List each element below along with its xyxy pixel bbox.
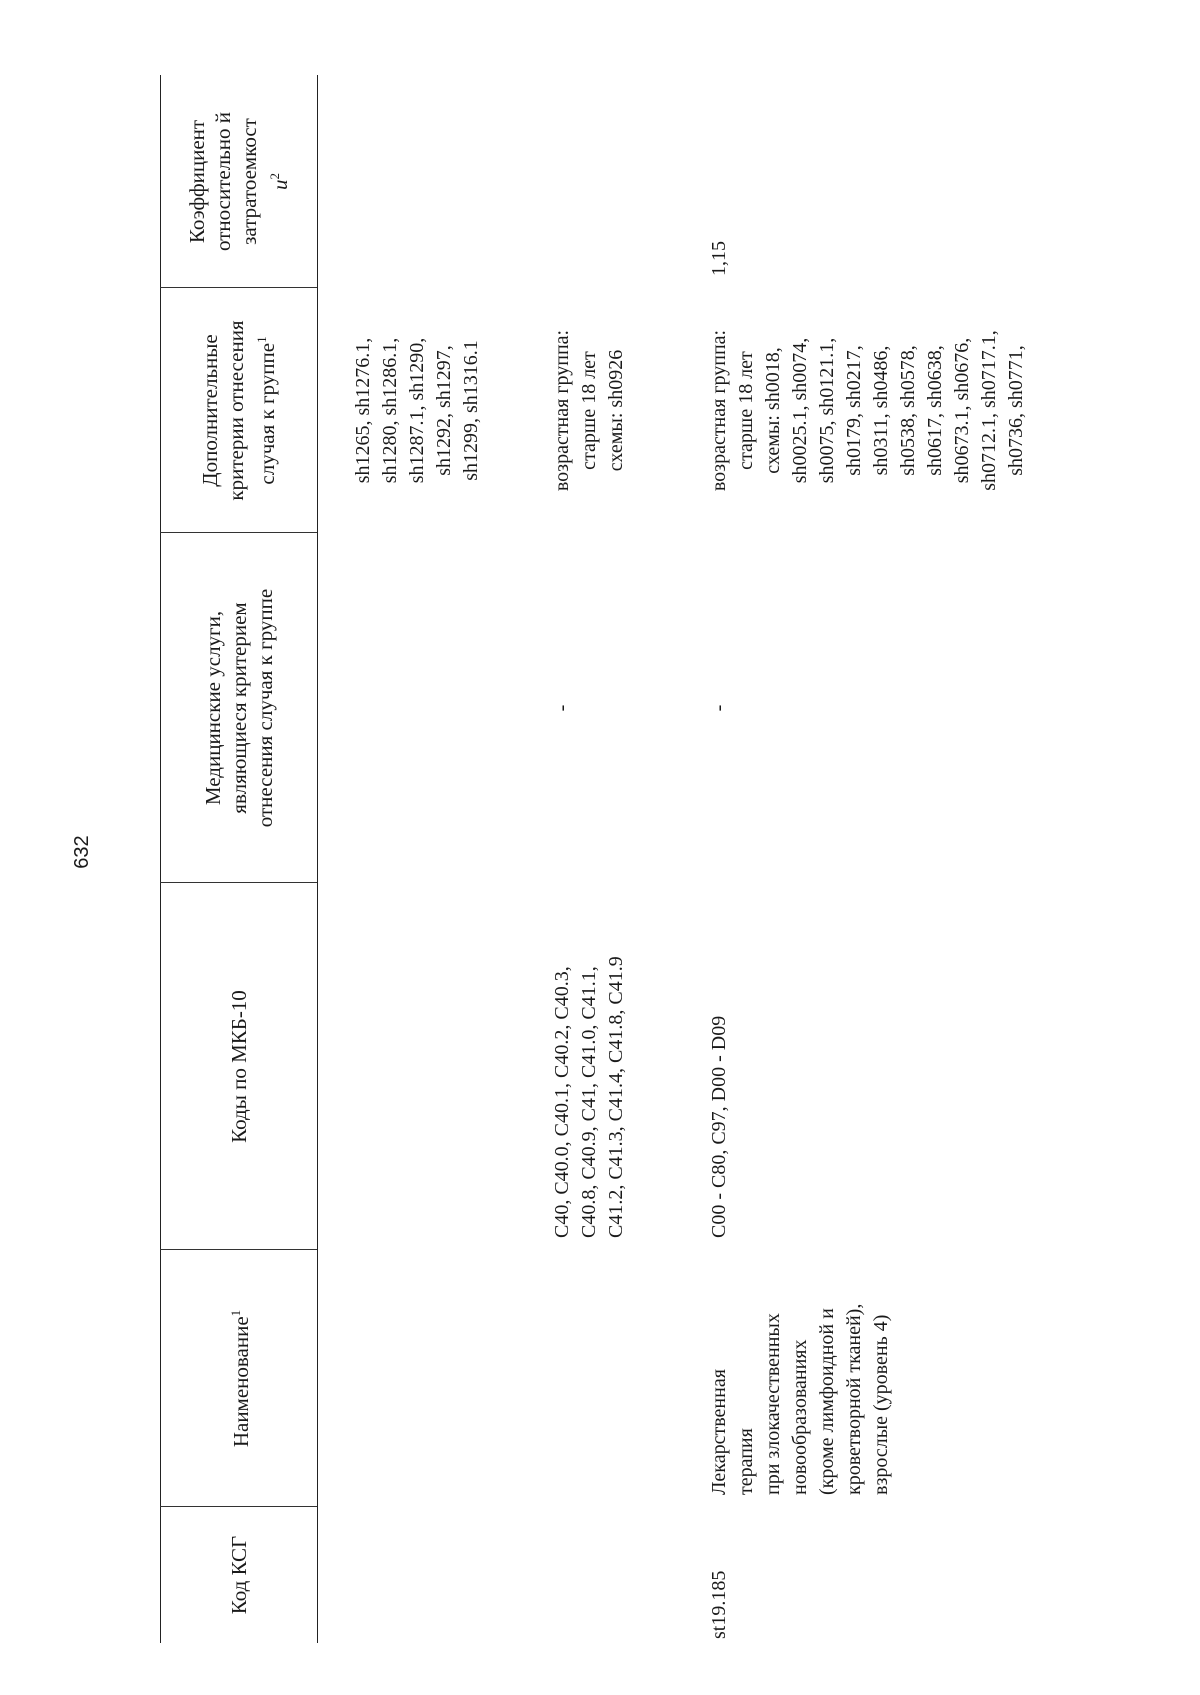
row1-criteria: sh1265, sh1276.1, sh1280, sh1286.1, sh1287.1, sh1290, sh1292, sh1297, sh1299, sh1316.1 xyxy=(352,337,482,484)
row2-criteria: возрастная группа: старше 18 лет схемы: sh0926 xyxy=(551,329,627,492)
row2-icd: C40, C40.0, C40.1, C40.2, C40.3, C40.8, C40.9, C41, C41.0, C41.1, C41.2, C41.3, C41.4, C41.8, C41.9 xyxy=(551,956,627,1238)
row3-coefficient: 1,15 xyxy=(708,241,730,276)
header-services: Медицинские услуги, являющиеся критерием отнесения случая к группе xyxy=(200,588,277,828)
header-code: Код КСГ xyxy=(226,1535,251,1615)
rotated-table xyxy=(160,75,1110,1643)
row3-icd: C00 - C80, C97, D00 - D09 xyxy=(708,1015,730,1238)
row3-services: - xyxy=(708,704,730,712)
header-name: Наименование$^1$ xyxy=(228,1309,253,1448)
row2-services: - xyxy=(551,704,573,712)
header-coefficient: Коэффициент относительно й затратоемкост $и^2$ xyxy=(185,112,292,252)
row3-code: st19.185 xyxy=(708,1570,730,1639)
page-number: 632 xyxy=(71,835,93,869)
table-header-rule xyxy=(317,75,318,1643)
header-icd: Коды по МКБ-10 xyxy=(226,990,251,1143)
row3-name: Лекарственная терапия при злокачественных новообразованиях (кроме лимфоидной и кроветворной тканей), взрослые (уровень 4) xyxy=(708,1303,892,1495)
row3-criteria: возрастная группа: старше 18 лет схемы: sh0018, sh0025.1, sh0074, sh0075, sh0121.1, sh0179, sh0217, sh0311, sh0486, sh0538, sh0578, sh0617, sh0638, sh0673.1, sh0676, sh0712.1, sh0717.1, sh0736, sh0771, xyxy=(708,329,1027,492)
header-criteria: Дополнительные критерии отнесения случая к группе$^1$ xyxy=(198,320,279,501)
